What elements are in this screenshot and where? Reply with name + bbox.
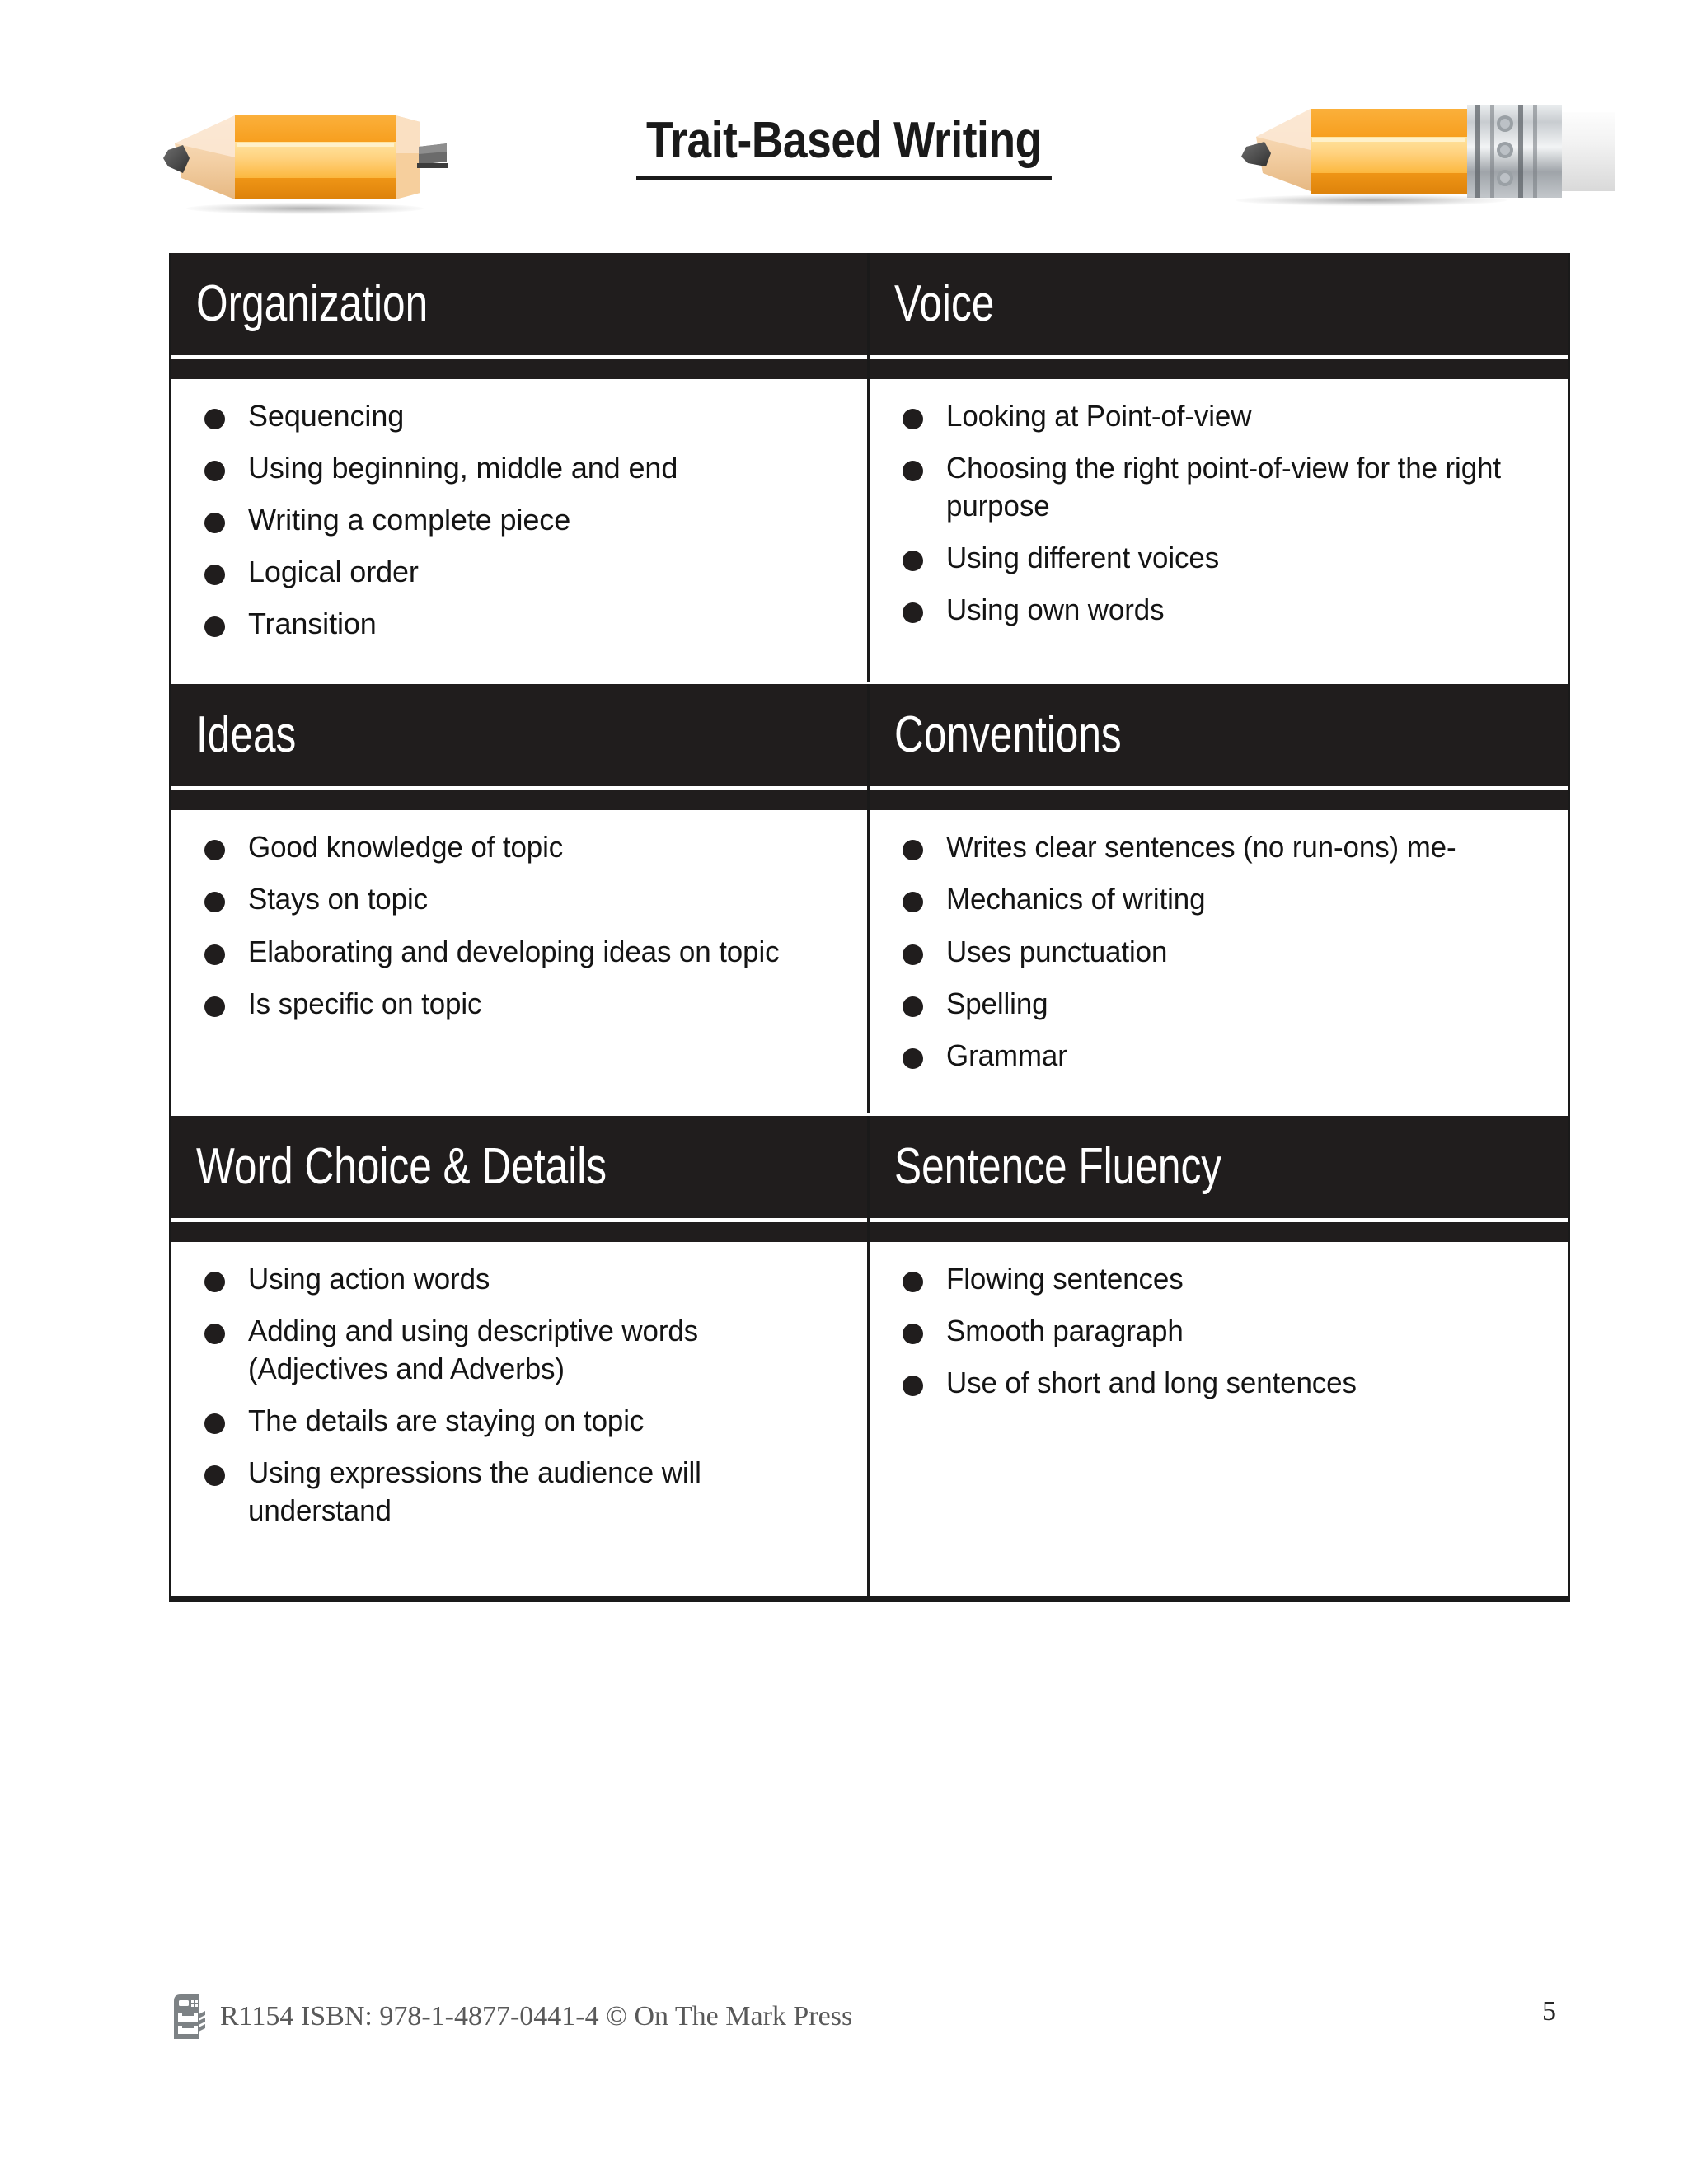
bullet-icon xyxy=(204,513,225,533)
trait-column-conventions xyxy=(870,684,1568,1113)
bullet-icon xyxy=(204,944,225,965)
list-item xyxy=(186,605,852,643)
list-item xyxy=(186,1260,852,1298)
list-item xyxy=(884,828,1553,866)
bullet-icon xyxy=(903,1376,923,1396)
bullet-icon xyxy=(204,616,225,637)
column-header xyxy=(171,684,867,786)
column-body xyxy=(171,810,867,1061)
list-item xyxy=(186,1402,852,1440)
list-item xyxy=(186,985,852,1023)
bullet-icon xyxy=(204,892,225,912)
bullet-icon xyxy=(903,602,923,623)
column-heading-text: Organization xyxy=(196,275,429,332)
pencil-shadow xyxy=(1236,194,1507,206)
trait-section xyxy=(171,253,1568,682)
bullet-icon xyxy=(204,409,225,429)
list-item-label: The details are staying on topic xyxy=(248,1404,645,1438)
column-heading-text: Voice xyxy=(894,275,995,332)
list-item-label: Flowing sentences xyxy=(946,1261,1184,1296)
list-item-label: Choosing the right point-of-view for the right purpose xyxy=(946,451,1501,523)
pencil-eraser-icon xyxy=(1228,99,1615,198)
bullet-icon xyxy=(204,1272,225,1292)
column-header xyxy=(870,253,1568,355)
column-heading-text: Word Choice & Details xyxy=(196,1137,607,1195)
list-item-label: Grammar xyxy=(946,1038,1067,1072)
bullet-icon xyxy=(903,1324,923,1344)
list-item-label: Stays on topic xyxy=(248,882,428,916)
column-header xyxy=(171,253,867,355)
column-header xyxy=(870,1116,1568,1218)
bullet-icon xyxy=(903,996,923,1017)
pencil-icon xyxy=(157,107,453,206)
list-item xyxy=(884,449,1553,525)
list-item-label: Writes clear sentences (no run-ons) me- xyxy=(946,830,1456,865)
pencil-shadow xyxy=(186,203,424,214)
column-heading-text: Sentence Fluency xyxy=(894,1137,1222,1195)
column-heading-text: Conventions xyxy=(894,706,1122,764)
list-item-label: Good knowledge of topic xyxy=(248,830,564,865)
header-strip xyxy=(870,1222,1568,1242)
trait-section xyxy=(171,1113,1568,1596)
list-item xyxy=(186,397,852,435)
list-item-label: Is specific on topic xyxy=(248,986,482,1020)
list-item xyxy=(186,1312,852,1388)
footer-credit xyxy=(169,1993,852,2041)
trait-section xyxy=(171,682,1568,1113)
column-body xyxy=(171,1242,867,1596)
bullet-icon xyxy=(903,944,923,965)
trait-column-ideas xyxy=(171,684,870,1113)
list-item-label: Mechanics of writing xyxy=(946,882,1206,916)
list-item-label: Transition xyxy=(248,607,377,641)
list-item xyxy=(884,591,1553,629)
header-strip xyxy=(171,359,867,379)
trait-table xyxy=(169,253,1570,1602)
list-item-label: Uses punctuation xyxy=(946,934,1168,968)
bullet-icon xyxy=(903,1048,923,1069)
footer-text: R1154 ISBN: 978-1-4877-0441-4 © On The Mark Press xyxy=(220,2001,853,2032)
list-item xyxy=(884,985,1553,1023)
list-item xyxy=(186,449,852,487)
bullet-icon xyxy=(903,892,923,912)
list-item-label: Logical order xyxy=(248,555,419,589)
bullet-icon xyxy=(903,1272,923,1292)
list-item-label: Writing a complete piece xyxy=(248,503,571,537)
list-item xyxy=(884,397,1553,435)
column-body xyxy=(171,379,867,682)
list-item xyxy=(186,553,852,591)
bullet-icon xyxy=(204,1413,225,1434)
header-strip xyxy=(870,790,1568,810)
bullet-icon xyxy=(204,1324,225,1344)
list-item xyxy=(186,1454,852,1530)
list-item-label: Using beginning, middle and end xyxy=(248,451,678,485)
trait-column-word-choice-and-details xyxy=(171,1116,870,1596)
list-item-label: Spelling xyxy=(946,986,1048,1020)
list-item-label: Sequencing xyxy=(248,399,405,433)
bullet-icon xyxy=(204,461,225,481)
header-strip xyxy=(171,790,867,810)
list-item xyxy=(186,501,852,539)
list-item xyxy=(186,880,852,918)
page-header xyxy=(0,0,1688,247)
trait-column-voice xyxy=(870,253,1568,682)
list-item-label: Elaborating and developing ideas on topic xyxy=(248,934,780,968)
list-item xyxy=(884,1260,1553,1298)
bullet-icon xyxy=(204,840,225,860)
header-strip xyxy=(870,359,1568,379)
list-item-label: Smooth paragraph xyxy=(946,1313,1184,1347)
bullet-icon xyxy=(204,565,225,585)
list-item-label: Using different voices xyxy=(946,541,1220,575)
column-heading-text: Ideas xyxy=(196,706,297,764)
list-item xyxy=(884,933,1553,971)
list-item-label: Using own words xyxy=(946,593,1165,627)
column-header xyxy=(171,1116,867,1218)
column-body xyxy=(870,810,1568,1113)
list-item-label: Use of short and long sentences xyxy=(946,1365,1357,1399)
list-item xyxy=(884,880,1553,918)
list-item-label: Using expressions the audience will understand xyxy=(248,1455,701,1528)
bullet-icon xyxy=(903,461,923,481)
page-footer xyxy=(0,1978,1688,2077)
list-item xyxy=(186,828,852,866)
list-item xyxy=(884,539,1553,577)
list-item xyxy=(884,1364,1553,1402)
copier-icon xyxy=(169,1993,205,2041)
list-item xyxy=(884,1312,1553,1350)
list-item-label: Looking at Point-of-view xyxy=(946,399,1252,433)
list-item-label: Using action words xyxy=(248,1261,490,1296)
list-item-label: Adding and using descriptive words (Adjectives and Adverbs) xyxy=(248,1313,699,1385)
page-title: Trait-Based Writing xyxy=(636,115,1052,180)
trait-column-organization xyxy=(171,253,870,682)
header-strip xyxy=(171,1222,867,1242)
column-header xyxy=(870,684,1568,786)
column-body xyxy=(870,1242,1568,1596)
trait-column-sentence-fluency xyxy=(870,1116,1568,1596)
column-body xyxy=(870,379,1568,668)
list-item xyxy=(186,933,852,971)
page-number: 5 xyxy=(1542,1996,1556,2027)
bullet-icon xyxy=(204,996,225,1017)
bullet-icon xyxy=(204,1465,225,1486)
bullet-icon xyxy=(903,409,923,429)
bullet-icon xyxy=(903,551,923,571)
list-item xyxy=(884,1037,1553,1075)
bullet-icon xyxy=(903,840,923,860)
